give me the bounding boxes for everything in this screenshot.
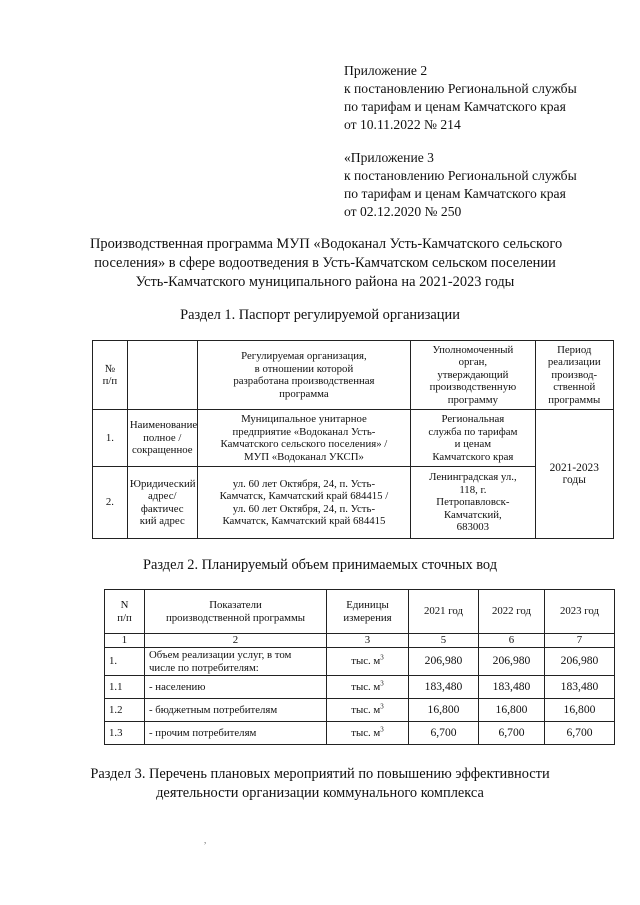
row-authority: Региональная служба по тарифам и ценам Камчатского края bbox=[411, 410, 535, 467]
table-row bbox=[105, 722, 615, 745]
unit-sup: 3 bbox=[380, 653, 384, 662]
header-2022: 2022 год bbox=[479, 590, 545, 634]
unit-sup: 3 bbox=[380, 702, 384, 711]
appendix-line: «Приложение 3 bbox=[344, 150, 434, 165]
header-authority: Уполномоченный орган, утверждающий производственную программу bbox=[411, 341, 535, 410]
appendix-line: к постановлению Региональной службы bbox=[344, 81, 577, 96]
value-2022: 206,980 bbox=[479, 648, 545, 676]
appendix-line: Приложение 2 bbox=[344, 63, 428, 78]
organization-passport-table bbox=[92, 340, 614, 539]
header-num: № п/п bbox=[93, 341, 128, 410]
index-cell: 1 bbox=[105, 634, 145, 648]
row-authority: Ленинградская ул., 118, г. Петропавловск- Камчатский, 683003 bbox=[411, 467, 535, 539]
title-line: Производственная программа МУП «Водоканал Усть-Камчатского сельского bbox=[90, 236, 563, 252]
row-unit bbox=[327, 676, 409, 699]
unit-text: тыс. м bbox=[351, 655, 381, 668]
row-num: 1.3 bbox=[105, 722, 145, 745]
value-2021: 183,480 bbox=[409, 676, 479, 699]
value-2021: 206,980 bbox=[409, 648, 479, 676]
row-organization: ул. 60 лет Октября, 24, п. Усть- Камчатск, Камчатский край 684415 / ул. 60 лет Октября, 24, п. Усть- Камчатск, Камчатский край 684415 bbox=[197, 467, 411, 539]
row-num: 2. bbox=[93, 467, 128, 539]
section3-title-line: Раздел 3. Перечень плановых мероприятий по повышению эффективности bbox=[90, 766, 550, 782]
appendix-line: к постановлению Региональной службы bbox=[344, 168, 577, 183]
table-row bbox=[105, 699, 615, 722]
row-num: 1.1 bbox=[105, 676, 145, 699]
appendix-line: по тарифам и ценам Камчатского края bbox=[344, 186, 566, 201]
index-cell: 7 bbox=[545, 634, 615, 648]
section3-title bbox=[40, 765, 600, 803]
appendix-line: от 10.11.2022 № 214 bbox=[344, 117, 461, 132]
table-header-row bbox=[93, 341, 614, 410]
wastewater-volume-table bbox=[104, 589, 615, 745]
row-organization: Муниципальное унитарное предприятие «Водоканал Усть- Камчатского сельского поселения» / МУП «Водоканал УКСП» bbox=[197, 410, 411, 467]
unit-sup: 3 bbox=[380, 725, 384, 734]
unit-sup: 3 bbox=[380, 679, 384, 688]
row-unit bbox=[327, 699, 409, 722]
document-title bbox=[90, 235, 563, 292]
row-name: - бюджетным потребителям bbox=[145, 699, 327, 722]
header-num: N п/п bbox=[105, 590, 145, 634]
column-index-row bbox=[105, 634, 615, 648]
table-row bbox=[105, 676, 615, 699]
index-cell: 6 bbox=[479, 634, 545, 648]
title-line: Усть-Камчатского муниципального района на 2021-2023 годы bbox=[135, 274, 515, 290]
unit-text: тыс. м bbox=[351, 726, 381, 739]
row-unit bbox=[327, 648, 409, 676]
row-name: Объем реализации услуг, в том числе по потребителям: bbox=[145, 648, 327, 676]
value-2023: 6,700 bbox=[545, 722, 615, 745]
value-2022: 16,800 bbox=[479, 699, 545, 722]
value-2022: 183,480 bbox=[479, 676, 545, 699]
title-line: поселения» в сфере водоотведения в Усть-Камчатском сельском поселении bbox=[94, 255, 556, 271]
row-label: Юридический адрес/фактичес кий адрес bbox=[127, 467, 197, 539]
header-indicator: Показатели производственной программы bbox=[145, 590, 327, 634]
section2-title bbox=[40, 556, 600, 575]
value-2023: 16,800 bbox=[545, 699, 615, 722]
section2-title-text: Раздел 2. Планируемый объем принимаемых сточных вод bbox=[142, 557, 498, 573]
section1-title-text: Раздел 1. Паспорт регулируемой организации bbox=[180, 307, 460, 323]
unit-text: тыс. м bbox=[351, 680, 381, 693]
scan-artifact: , bbox=[204, 835, 207, 845]
header-organization: Регулируемая организация, в отношении которой разработана производственная программа bbox=[197, 341, 411, 410]
row-num: 1.2 bbox=[105, 699, 145, 722]
value-2021: 6,700 bbox=[409, 722, 479, 745]
index-cell: 2 bbox=[145, 634, 327, 648]
section3-title-line: деятельности организации коммунального комплекса bbox=[156, 785, 484, 801]
header-period: Период реализации производ- ственной программы bbox=[535, 341, 614, 410]
appendix-current bbox=[344, 62, 577, 134]
index-cell: 3 bbox=[327, 634, 409, 648]
table-header-row bbox=[105, 590, 615, 634]
row-name: - прочим потребителям bbox=[145, 722, 327, 745]
header-2021: 2021 год bbox=[409, 590, 479, 634]
unit-text: тыс. м bbox=[351, 703, 381, 716]
header-blank bbox=[127, 341, 197, 410]
row-num: 1. bbox=[93, 410, 128, 467]
appendix-line: по тарифам и ценам Камчатского края bbox=[344, 99, 566, 114]
period-value: 2021-2023 годы bbox=[535, 410, 614, 539]
section1-title bbox=[40, 306, 600, 325]
table-row bbox=[93, 410, 614, 467]
value-2022: 6,700 bbox=[479, 722, 545, 745]
row-name: - населению bbox=[145, 676, 327, 699]
appendix-line: от 02.12.2020 № 250 bbox=[344, 204, 462, 219]
index-cell: 5 bbox=[409, 634, 479, 648]
row-label: Наименование полное / сокращенное bbox=[127, 410, 197, 467]
row-unit bbox=[327, 722, 409, 745]
table-row bbox=[105, 648, 615, 676]
header-unit: Единицы измерения bbox=[327, 590, 409, 634]
value-2023: 183,480 bbox=[545, 676, 615, 699]
appendix-original bbox=[344, 149, 577, 221]
value-2021: 16,800 bbox=[409, 699, 479, 722]
row-num: 1. bbox=[105, 648, 145, 676]
value-2023: 206,980 bbox=[545, 648, 615, 676]
header-2023: 2023 год bbox=[545, 590, 615, 634]
